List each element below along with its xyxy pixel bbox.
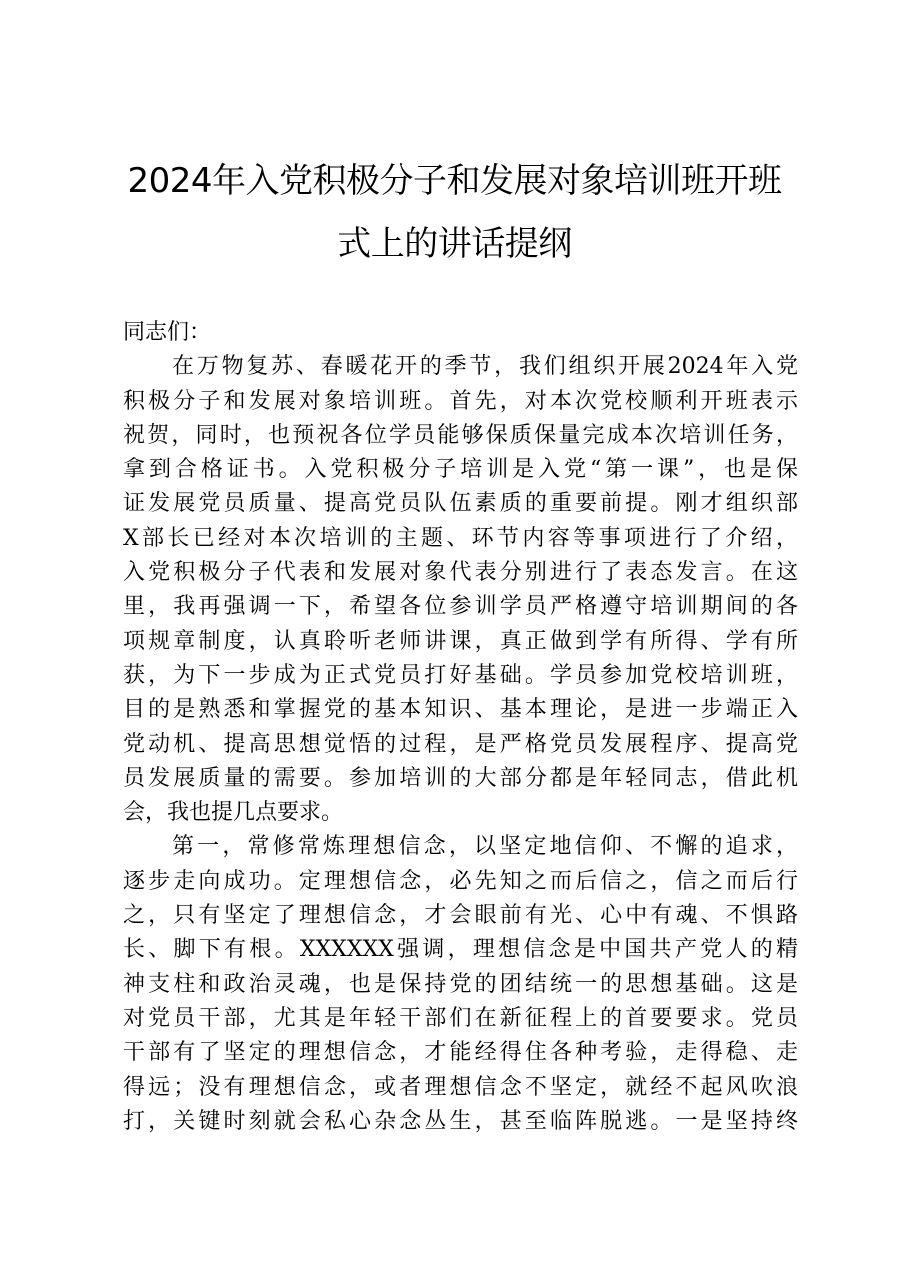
paragraph-line: 长、脚下有根。XXXXXX强调，理想信念是中国共产党人的精 — [123, 937, 798, 963]
paragraph-line: 党动机、提高思想觉悟的过程，是严格党员发展程序、提高党 — [123, 731, 798, 757]
paragraph-line: 拿到合格证书。入党积极分子培训是入党“第一课”，也是保 — [123, 457, 798, 483]
paragraph-line: 逐步走向成功。定理想信念，必先知之而后信之，信之而后行 — [123, 868, 798, 894]
paragraph-line: 项规章制度，认真聆听老师讲课，真正做到学有所得、学有所 — [123, 628, 798, 654]
paragraph-line: 入党积极分子代表和发展对象代表分别进行了表态发言。在这 — [123, 560, 798, 586]
paragraph-line: 之，只有坚定了理想信念，才会眼前有光、心中有魂、不惧路 — [123, 903, 798, 929]
paragraph-line: 积极分子和发展对象培训班。首先，对本次党校顺利开班表示 — [123, 388, 798, 414]
title-line-1: 2024年入党积极分子和发展对象培训班开班 — [127, 161, 782, 201]
paragraph-line: 干部有了坚定的理想信念，才能经得住各种考验，走得稳、走 — [123, 1040, 798, 1066]
paragraph-2 — [123, 830, 798, 1139]
paragraph-1 — [123, 350, 798, 830]
document-body — [123, 316, 798, 1139]
paragraph-line: 神支柱和政治灵魂，也是保持党的团结统一的思想基础。这是 — [123, 971, 798, 997]
paragraph-line: 在万物复苏、春暖花开的季节，我们组织开展2024年入党 — [172, 354, 798, 380]
paragraph-line: 获，为下一步成为正式党员打好基础。学员参加党校培训班， — [123, 662, 798, 688]
paragraph-line: 员发展质量的需要。参加培训的大部分都是年轻同志，借此机 — [123, 765, 798, 791]
paragraph-line: 得远；没有理想信念，或者理想信念不坚定，就经不起风吹浪 — [123, 1074, 798, 1100]
document-title — [100, 150, 809, 276]
paragraph-line: 会，我也提几点要求。 — [123, 800, 344, 826]
paragraph-line: 里，我再强调一下，希望各位参训学员严格遵守培训期间的各 — [123, 594, 798, 620]
paragraph-line: 证发展党员质量、提高党员队伍素质的重要前提。刚才组织部 — [123, 491, 798, 517]
paragraph-line: 对党员干部，尤其是年轻干部们在新征程上的首要要求。党员 — [123, 1005, 798, 1031]
paragraph-line: 第一，常修常炼理想信念，以坚定地信仰、不懈的追求， — [172, 834, 798, 860]
salutation: 同志们： — [123, 320, 212, 345]
paragraph-line: 目的是熟悉和掌握党的基本知识、基本理论，是进一步端正入 — [123, 697, 798, 723]
title-line-2: 式上的讲话提纲 — [337, 224, 572, 264]
paragraph-line: 祝贺，同时，也预祝各位学员能够保质保量完成本次培训任务， — [123, 422, 798, 448]
paragraph-line: X部长已经对本次培训的主题、环节内容等事项进行了介绍， — [123, 525, 798, 551]
paragraph-line: 打，关键时刻就会私心杂念丛生，甚至临阵脱逃。一是坚持终 — [123, 1108, 798, 1134]
